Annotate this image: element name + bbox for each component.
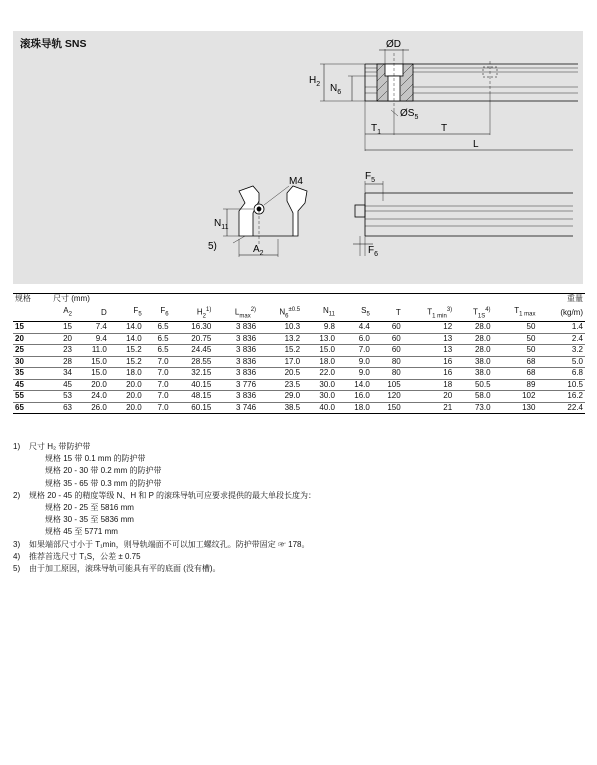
table-row — [13, 356, 585, 368]
row-size: 35 — [13, 368, 51, 380]
table-cell: 50 — [493, 322, 538, 334]
table-cell: 80 — [372, 356, 403, 368]
label-a2: $A_2$ — [253, 244, 264, 257]
table-cell: 12 — [403, 322, 454, 334]
footnote — [13, 441, 573, 490]
table-cell: 6.8 — [537, 368, 585, 380]
table-cell: 23.5 — [258, 379, 302, 391]
table-cell: 40.0 — [302, 402, 337, 414]
col-header: T — [372, 305, 403, 322]
table-cell: 3.2 — [537, 345, 585, 357]
table-cell: 21 — [403, 402, 454, 414]
table-cell: 120 — [372, 391, 403, 403]
col-header: $S_5$ — [337, 305, 372, 322]
table-cell: 28.0 — [454, 322, 492, 334]
col-blank — [13, 305, 51, 322]
col-size-header: 规格 — [13, 294, 51, 305]
table-cell: 15.0 — [74, 356, 109, 368]
table-cell: 38.5 — [258, 402, 302, 414]
footnote-line: 尺寸 H₂ 带防护带 — [29, 442, 91, 451]
label-note5: 5) — [208, 241, 217, 252]
footnote-line: 规格 20 - 30 带 0.2 mm 的防护带 — [45, 466, 162, 476]
row-size: 15 — [13, 322, 51, 334]
label-h2: $H_2$ — [309, 75, 321, 88]
table-cell: 7.0 — [337, 345, 372, 357]
table-row — [13, 322, 585, 334]
panel-title: 滚珠导轨 SNS — [20, 38, 87, 50]
table-cell: 16.0 — [337, 391, 372, 403]
table-cell: 28.0 — [454, 333, 492, 345]
table-cell: 24.0 — [74, 391, 109, 403]
table-cell: 60 — [372, 322, 403, 334]
label-m4: M4 — [289, 176, 303, 187]
label-n11: $N_{11}$ — [214, 218, 229, 231]
col-header: $F_5$ — [109, 305, 144, 322]
table-header-group — [13, 294, 585, 305]
footnote-line: 规格 20 - 45 的精度等级 N、H 和 P 的滚珠导轨可应要求提供的最大单段长度为： — [29, 490, 316, 500]
row-size: 45 — [13, 379, 51, 391]
table-cell: 16 — [403, 356, 454, 368]
table-cell: 6.0 — [337, 333, 372, 345]
table-cell: 68 — [493, 368, 538, 380]
table-cell: 15.2 — [109, 345, 144, 357]
table-cell: 40.15 — [171, 379, 214, 391]
table-cell: 20 — [403, 391, 454, 403]
table-cell: 10.3 — [258, 322, 302, 334]
table-cell: 9.4 — [74, 333, 109, 345]
col-header: $A_2$ — [51, 305, 74, 322]
table-cell: 15.2 — [258, 345, 302, 357]
table-cell: 20.0 — [74, 379, 109, 391]
footnote-line: 如果端部尺寸小于 T₁min，则导轨端面不可以加工螺纹孔。防护带固定 ☞ 178。 — [29, 539, 310, 549]
table-cell: 30.0 — [302, 391, 337, 403]
col-header: $L_{max}^{2)}$ — [213, 305, 258, 322]
table-row — [13, 402, 585, 414]
footnote-line: 规格 45 至 5771 mm — [45, 527, 118, 537]
row-size: 25 — [13, 345, 51, 357]
table-cell: 13 — [403, 345, 454, 357]
table-cell: 22.4 — [537, 402, 585, 414]
col-weight-header: 重量 — [537, 294, 585, 305]
table-row — [13, 368, 585, 380]
rail-cross-section — [223, 186, 307, 257]
footnote — [13, 539, 573, 551]
table-cell: 20.5 — [258, 368, 302, 380]
table-cell: 18.0 — [109, 368, 144, 380]
footnote-line: 规格 20 - 25 至 5816 mm — [45, 503, 134, 513]
row-size: 55 — [13, 391, 51, 403]
table-cell: 48.15 — [171, 391, 214, 403]
table-cell: 50 — [493, 333, 538, 345]
footnote — [13, 551, 573, 563]
table-cell: 14.0 — [337, 379, 372, 391]
footnote — [13, 563, 573, 575]
table-cell: 7.0 — [144, 368, 171, 380]
table-cell: 16.30 — [171, 322, 214, 334]
col-header: $T_{1 max}$ — [493, 305, 538, 322]
table-cell: 14.0 — [109, 333, 144, 345]
table-cell: 6.5 — [144, 333, 171, 345]
table-cell: 50.5 — [454, 379, 492, 391]
table-cell: 1.4 — [537, 322, 585, 334]
table-cell: 60.15 — [171, 402, 214, 414]
table-cell: 3 836 — [213, 322, 258, 334]
table-cell: 45 — [51, 379, 74, 391]
table-cell: 29.0 — [258, 391, 302, 403]
row-size: 30 — [13, 356, 51, 368]
table-cell: 22.0 — [302, 368, 337, 380]
table-cell: 130 — [493, 402, 538, 414]
table-cell: 10.5 — [537, 379, 585, 391]
table-cell: 15.0 — [74, 368, 109, 380]
label-n6: $N_6$ — [330, 83, 342, 96]
footnote-line: 规格 35 - 65 带 0.3 mm 的防护带 — [45, 478, 162, 488]
col-header: (kg/m) — [537, 305, 585, 322]
table-cell: 50 — [493, 345, 538, 357]
table-cell: 38.0 — [454, 356, 492, 368]
table-cell: 28.0 — [454, 345, 492, 357]
footnote-line: 由于加工原因，滚珠导轨可能具有平的底面 (没有槽)。 — [29, 564, 221, 574]
table-cell: 7.0 — [144, 379, 171, 391]
table-cell: 3 836 — [213, 368, 258, 380]
row-size: 65 — [13, 402, 51, 414]
col-header: $N_6^{\pm 0.5}$ — [258, 305, 302, 322]
table-cell: 6.5 — [144, 345, 171, 357]
table-cell: 60 — [372, 345, 403, 357]
label-l: L — [473, 139, 479, 150]
table-cell: 58.0 — [454, 391, 492, 403]
col-header: $H_2^{1)}$ — [171, 305, 214, 322]
label-f5: $F_5$ — [365, 171, 376, 184]
table-cell: 9.0 — [337, 368, 372, 380]
table-cell: 20 — [51, 333, 74, 345]
table-cell: 26.0 — [74, 402, 109, 414]
table-cell: 9.0 — [337, 356, 372, 368]
table-cell: 7.0 — [144, 391, 171, 403]
rail-end-view — [353, 181, 573, 256]
table-cell: 3 836 — [213, 356, 258, 368]
footnote-number: 2) — [13, 490, 21, 500]
table-cell: 4.4 — [337, 322, 372, 334]
label-os5: $ØS_5$ — [400, 108, 419, 121]
footnotes — [13, 441, 573, 575]
table-cell: 16.2 — [537, 391, 585, 403]
label-t1: $T_1$ — [371, 123, 382, 136]
table-cell: 63 — [51, 402, 74, 414]
table-cell: 15.2 — [109, 356, 144, 368]
technical-drawing — [13, 31, 583, 284]
col-header: $N_{11}$ — [302, 305, 337, 322]
table-cell: 6.5 — [144, 322, 171, 334]
col-dim-header: 尺寸 (mm) — [51, 294, 537, 305]
table-cell: 73.0 — [454, 402, 492, 414]
footnote — [13, 490, 573, 539]
row-size: 20 — [13, 333, 51, 345]
table-cell: 17.0 — [258, 356, 302, 368]
rail-side-view — [320, 49, 578, 151]
table-cell: 38.0 — [454, 368, 492, 380]
table-cell: 102 — [493, 391, 538, 403]
table-cell: 23 — [51, 345, 74, 357]
table-cell: 20.0 — [109, 379, 144, 391]
table-cell: 5.0 — [537, 356, 585, 368]
table-cell: 2.4 — [537, 333, 585, 345]
col-header: $T_{1S}^{4)}$ — [454, 305, 492, 322]
footnote-line: 规格 15 带 0.1 mm 的防护带 — [45, 454, 146, 464]
table-cell: 80 — [372, 368, 403, 380]
footnote-number: 5) — [13, 564, 21, 574]
table-cell: 24.45 — [171, 345, 214, 357]
col-header: $T_{1 min}^{3)}$ — [403, 305, 454, 322]
table-cell: 3 836 — [213, 391, 258, 403]
table-row — [13, 391, 585, 403]
table-cell: 13 — [403, 333, 454, 345]
table-cell: 3 746 — [213, 402, 258, 414]
table-cell: 15.0 — [302, 345, 337, 357]
footnote-number: 4) — [13, 551, 21, 561]
footnote-line: 规格 30 - 35 至 5836 mm — [45, 515, 134, 525]
col-header: D — [74, 305, 109, 322]
label-f6: $F_6$ — [368, 245, 379, 258]
table-cell: 32.15 — [171, 368, 214, 380]
footnote-number: 1) — [13, 442, 21, 451]
table-cell: 13.0 — [302, 333, 337, 345]
table-cell: 3 836 — [213, 345, 258, 357]
table-cell: 7.0 — [144, 356, 171, 368]
table-cell: 53 — [51, 391, 74, 403]
footnote-line: 推荐首选尺寸 T₁S，公差 ± 0.75 — [29, 551, 141, 561]
table-cell: 15 — [51, 322, 74, 334]
table-cell: 28 — [51, 356, 74, 368]
table-cell: 7.4 — [74, 322, 109, 334]
table-cell: 18.0 — [302, 356, 337, 368]
table-cell: 18.0 — [337, 402, 372, 414]
table-cell: 13.2 — [258, 333, 302, 345]
table-row — [13, 333, 585, 345]
table-cell: 68 — [493, 356, 538, 368]
table-cell: 3 776 — [213, 379, 258, 391]
label-od: ØD — [386, 39, 401, 50]
table-cell: 105 — [372, 379, 403, 391]
table-cell: 28.55 — [171, 356, 214, 368]
col-header: $F_6$ — [144, 305, 171, 322]
table-cell: 60 — [372, 333, 403, 345]
spec-table — [13, 293, 585, 414]
footnote-number: 3) — [13, 539, 21, 549]
table-cell: 14.0 — [109, 322, 144, 334]
table-cell: 89 — [493, 379, 538, 391]
label-t: T — [441, 123, 448, 134]
table-cell: 34 — [51, 368, 74, 380]
table-cell: 30.0 — [302, 379, 337, 391]
table-cell: 9.8 — [302, 322, 337, 334]
table-cell: 3 836 — [213, 333, 258, 345]
table-cell: 20.0 — [109, 391, 144, 403]
table-cell: 18 — [403, 379, 454, 391]
table-header-row — [13, 305, 585, 322]
table-row — [13, 345, 585, 357]
table-cell: 20.75 — [171, 333, 214, 345]
table-row — [13, 379, 585, 391]
table-cell: 20.0 — [109, 402, 144, 414]
table-cell: 16 — [403, 368, 454, 380]
table-cell: 11.0 — [74, 345, 109, 357]
drawing-panel — [13, 31, 583, 284]
table-cell: 150 — [372, 402, 403, 414]
table-cell: 7.0 — [144, 402, 171, 414]
